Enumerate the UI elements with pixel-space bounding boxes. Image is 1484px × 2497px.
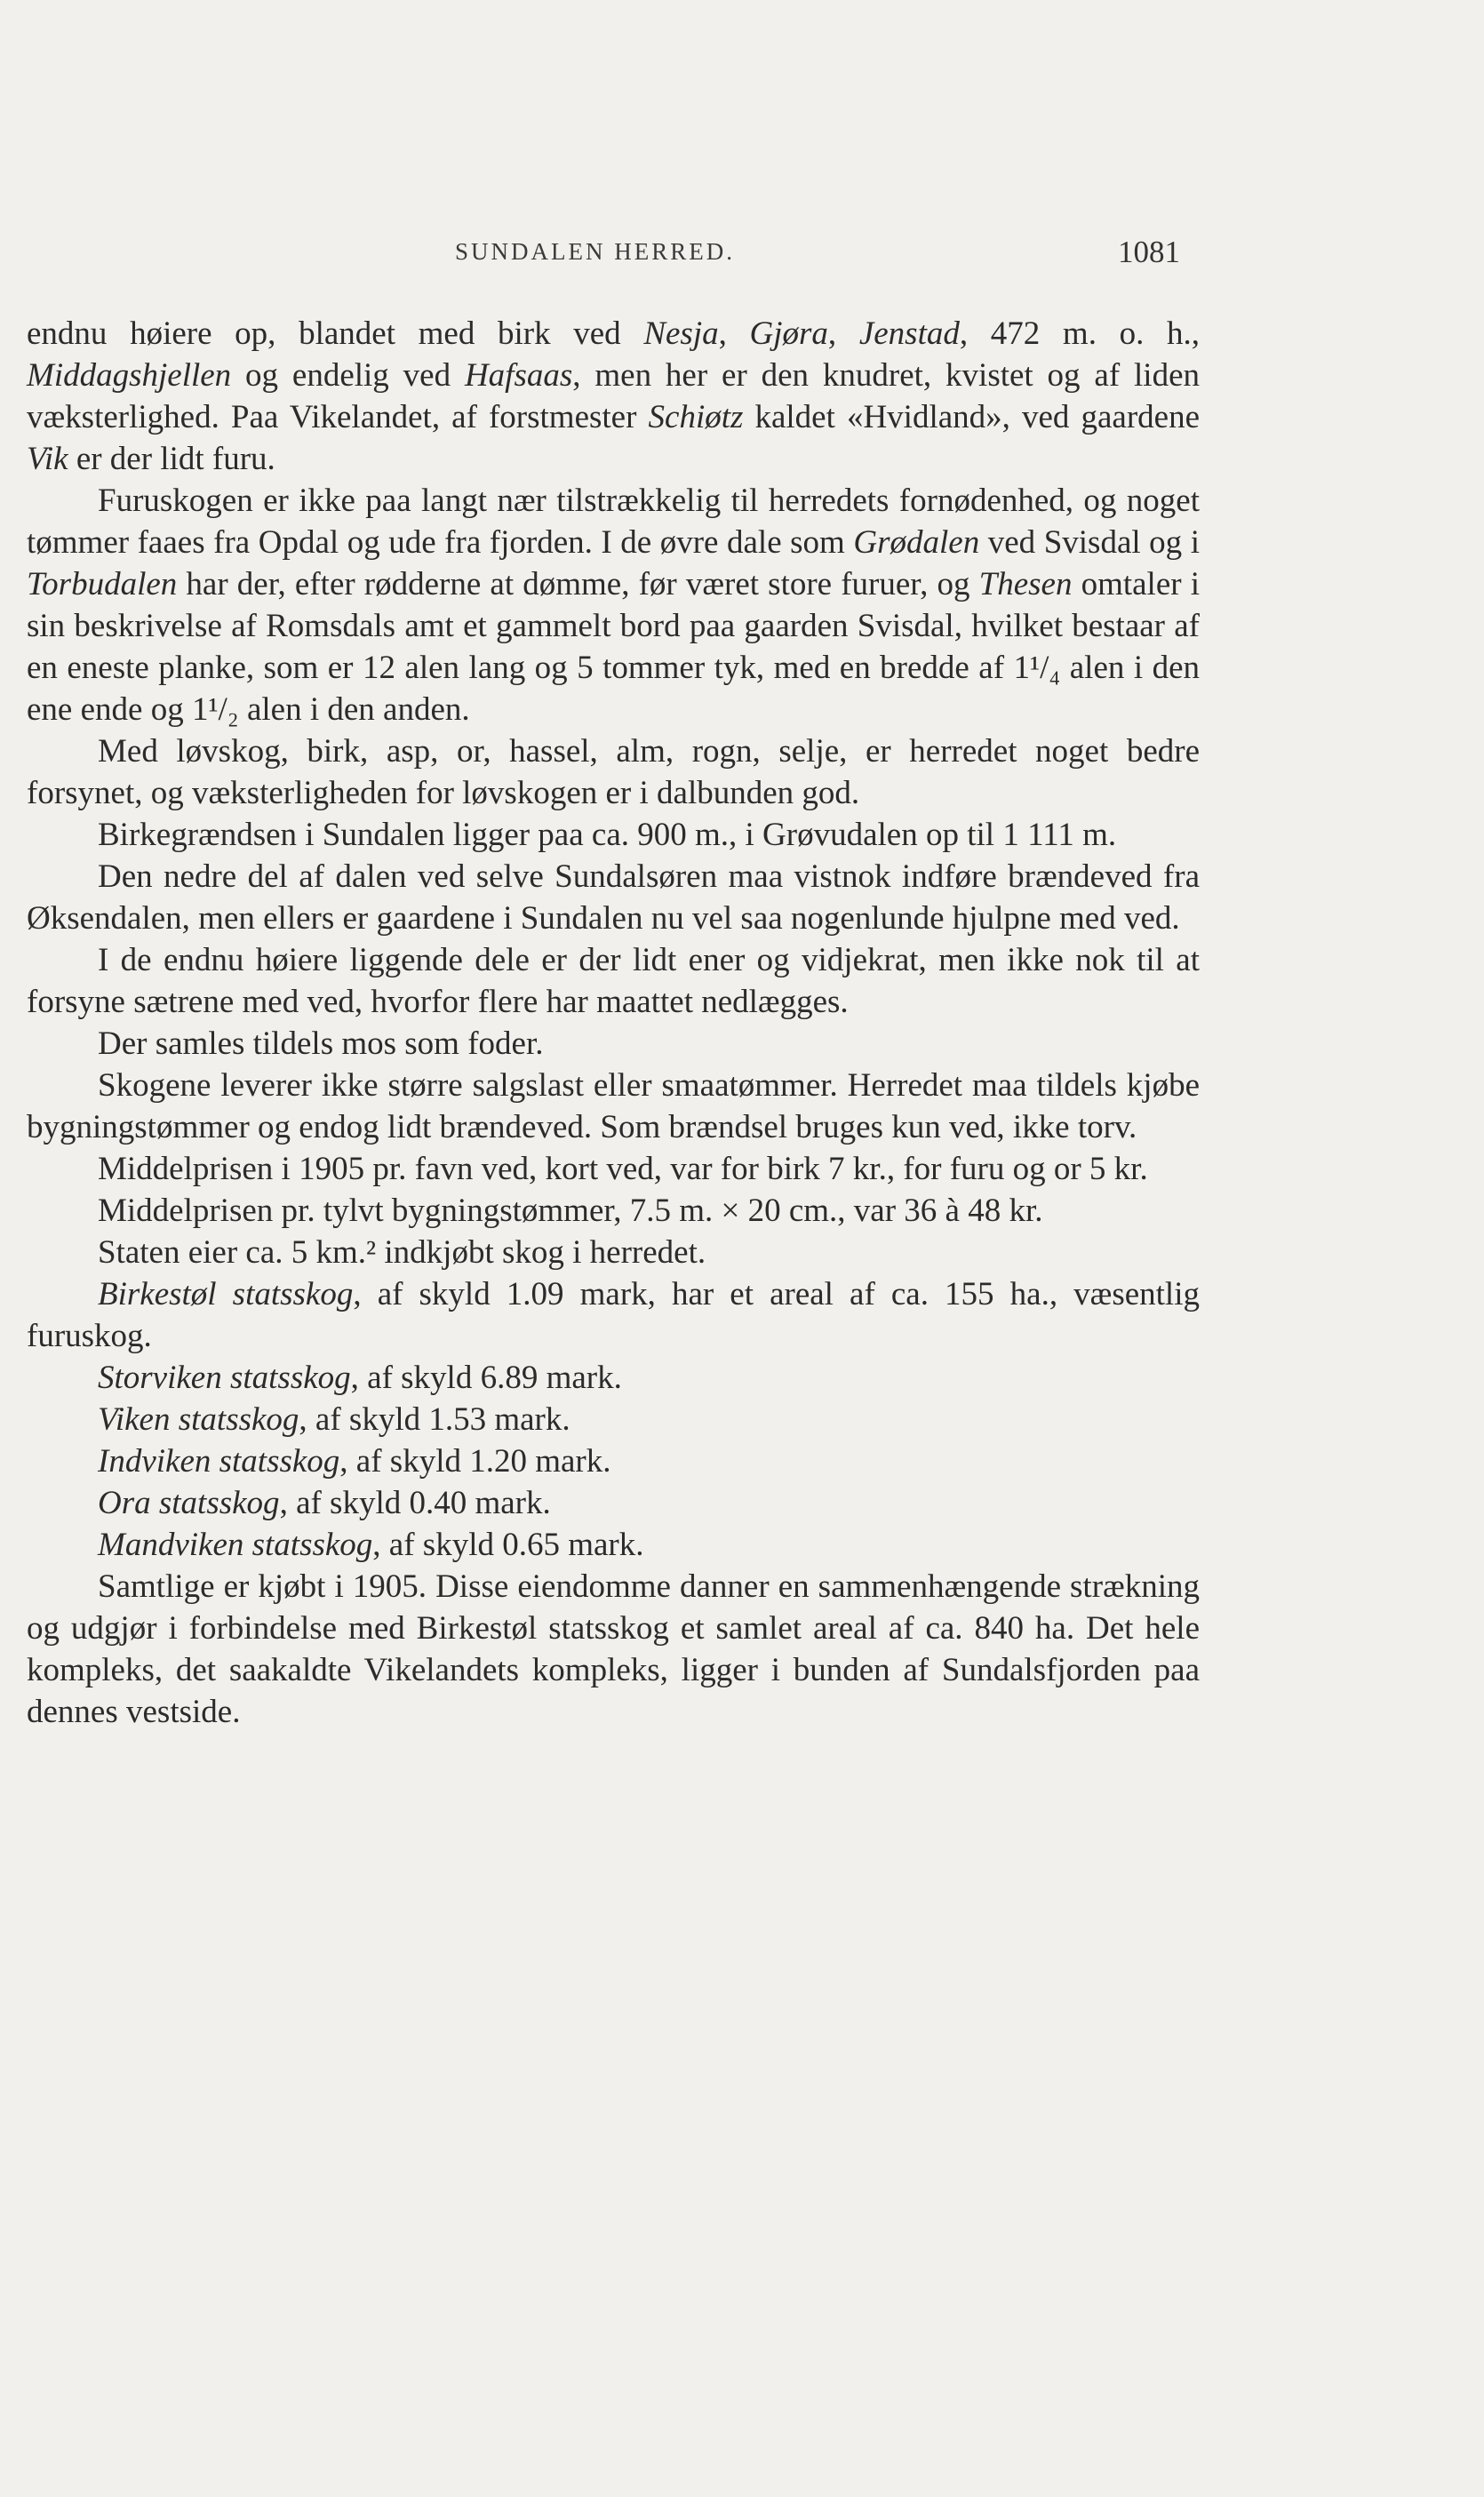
paragraph: Storviken statsskog, af skyld 6.89 mark. [98,1360,622,1396]
paragraph: Birkegrændsen i Sundalen ligger paa ca. 900 m., i Grøvudalen op til 1 111 m. [98,817,1117,853]
paragraph: Viken statsskog, af skyld 1.53 mark. [98,1401,570,1438]
paragraph: Samtlige er kjøbt i 1905. Disse eiendomme danner en sammenhængende strækning og udgjør i forbindelse med Birkestøl statsskog et samlet areal af ca. 840 ha. Det hele kompleks, det saakaldte Vikelandets kompleks, ligger i bunden af Sundalsfjorden paa dennes vestside. [27,1568,1200,1730]
paragraph: Skogene leverer ikke større salgslast eller smaatømmer. Herredet maa tildels kjøbe bygningstømmer og endog lidt brændeved. Som brændsel bruges kun ved, ikke torv. [27,1067,1200,1145]
paragraph: Med løvskog, birk, asp, or, hassel, alm, rogn, selje, er herredet noget bedre forsynet, og væksterligheden for løvskogen er i dalbunden god. [27,733,1200,811]
paragraph: Der samles tildels mos som foder. [98,1025,544,1062]
paragraph: Middelprisen pr. tylvt bygningstømmer, 7.5 m. × 20 cm., var 36 à 48 kr. [98,1193,1043,1229]
running-head: SUNDALEN HERRED. [455,238,735,265]
page-number: 1081 [1118,235,1180,269]
paragraph: Birkestøl statsskog, af skyld 1.09 mark, har et areal af ca. 155 ha., væsentlig furuskog. [27,1276,1200,1354]
paragraph: Den nedre del af dalen ved selve Sundalsøren maa vistnok indføre brændeved fra Øksendalen, men ellers er gaardene i Sundalen nu vel saa nogenlunde hjulpne med ved. [27,858,1200,937]
paragraph: Mandviken statsskog, af skyld 0.65 mark. [98,1527,644,1563]
body-text [27,313,1200,1733]
paragraph: Indviken statsskog, af skyld 1.20 mark. [98,1443,611,1480]
page-header [0,235,1484,274]
paragraph: Middelprisen i 1905 pr. favn ved, kort ved, var for birk 7 kr., for furu og or 5 kr. [98,1151,1148,1187]
paragraph: Staten eier ca. 5 km.² indkjøbt skog i herredet. [98,1234,706,1271]
paragraph: endnu høiere op, blandet med birk ved Nesja, Gjøra, Jenstad, 472 m. o. h., Middagshjellen og endelig ved Hafsaas, men her er den knudret, kvistet og af liden væksterlighed. Paa Vikelandet, af forstmester Schiøtz kaldet «Hvidland», ved gaardene Vik er der lidt furu. [27,315,1201,477]
paragraph: I de endnu høiere liggende dele er der lidt ener og vidjekrat, men ikke nok til at forsyne sætrene med ved, hvorfor flere har maattet nedlægges. [27,942,1200,1020]
paragraph: Furuskogen er ikke paa langt nær tilstrækkelig til herredets fornødenhed, og noget tømmer faaes fra Opdal og ude fra fjorden. I de øvre dale som Grødalen ved Svisdal og i Torbudalen har der, efter rødderne at dømme, før været store furuer, og Thesen omtaler i sin beskrivelse af Romsdals amt et gammelt bord paa gaarden Svisdal, hvilket bestaar af en eneste planke, som er 12 alen lang og 5 tommer tyk, med en bredde af 1¹/₄ alen i den ene ende og 1¹/₂ alen i den anden. [27,483,1200,728]
paragraph: Ora statsskog, af skyld 0.40 mark. [98,1485,551,1521]
